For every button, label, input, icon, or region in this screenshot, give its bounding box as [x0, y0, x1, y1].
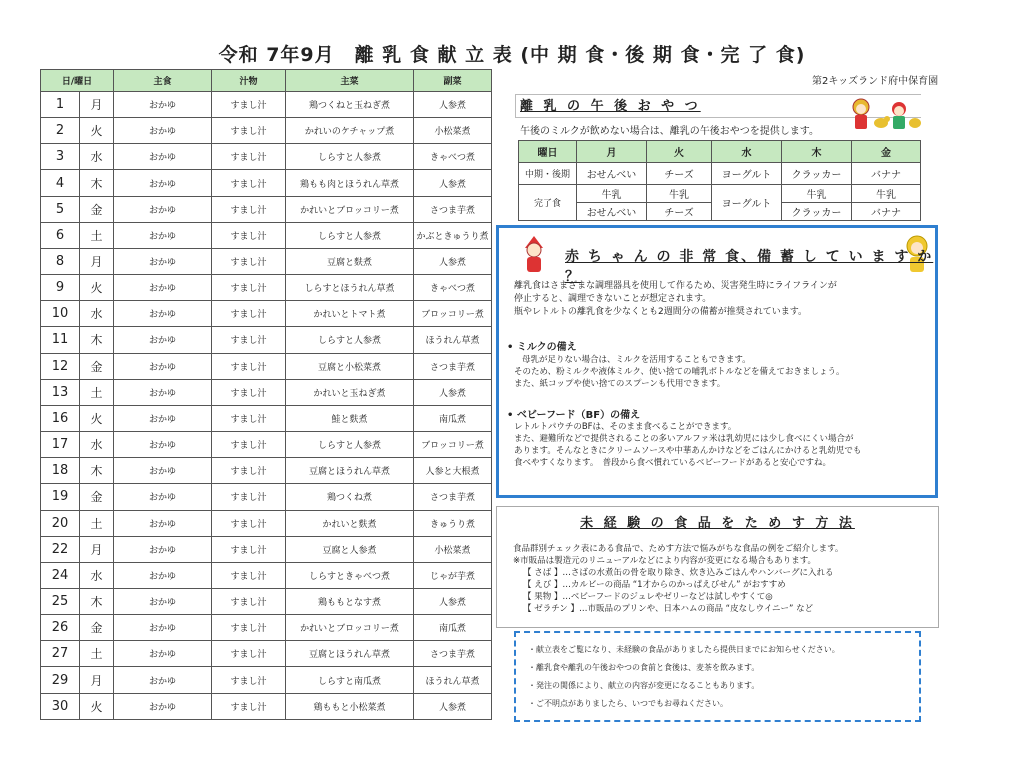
menu-table: [40, 69, 492, 720]
menu-cell-staple: おかゆ: [114, 275, 212, 301]
untried-item: 【 えび 】…カルビーの商品 “1才からのかっぱえびせん” がおすすめ: [523, 580, 786, 590]
menu-cell-soup: すまし汁: [212, 301, 286, 327]
menu-cell-side: かぶときゅうり煮: [414, 222, 492, 248]
menu-row: [41, 405, 492, 431]
menu-cell-main: 鶏もも肉とほうれん草煮: [286, 170, 414, 196]
menu-cell-dow: 土: [80, 379, 114, 405]
menu-cell-main: 鶏ももと小松菜煮: [286, 693, 414, 719]
snack-cell: おせんべい: [577, 203, 647, 221]
menu-cell-soup: すまし汁: [212, 588, 286, 614]
snack-cell: 牛乳: [647, 185, 712, 203]
menu-cell-dow: 土: [80, 641, 114, 667]
menu-cell-staple: おかゆ: [114, 92, 212, 118]
menu-cell-soup: すまし汁: [212, 144, 286, 170]
menu-row: [41, 118, 492, 144]
menu-cell-staple: おかゆ: [114, 405, 212, 431]
snack-cell: 牛乳: [852, 185, 921, 203]
untried-title: 未 経 験 の 食 品 を た め す 方 法: [580, 516, 855, 531]
menu-cell-day: 8: [41, 248, 80, 274]
menu-cell-side: ほうれん草煮: [414, 327, 492, 353]
bf-line: また、避難所などで提供されることの多いアルファ米は乳幼児には少し食べにくい場合が: [514, 434, 854, 444]
menu-cell-main: しらすとほうれん草煮: [286, 275, 414, 301]
menu-cell-main: しらすと人参煮: [286, 327, 414, 353]
menu-header-row: [41, 70, 492, 92]
menu-cell-soup: すまし汁: [212, 118, 286, 144]
menu-cell-staple: おかゆ: [114, 327, 212, 353]
milk-section-body: [514, 354, 844, 390]
emergency-intro: [514, 280, 837, 319]
snack-cell: ヨーグルト: [712, 163, 782, 185]
snack-cell: チーズ: [647, 163, 712, 185]
menu-cell-main: しらすと人参煮: [286, 222, 414, 248]
snack-cell: クラッカー: [782, 163, 852, 185]
snack-row-complete-top: [519, 185, 921, 203]
menu-cell-dow: 月: [80, 248, 114, 274]
snack-header-dow: 曜日: [519, 141, 577, 163]
menu-cell-side: きゃべつ煮: [414, 275, 492, 301]
menu-row: [41, 170, 492, 196]
snack-row-mid-late: [519, 163, 921, 185]
menu-cell-day: 18: [41, 458, 80, 484]
menu-cell-staple: おかゆ: [114, 248, 212, 274]
note-line: ・献立表をご覧になり、未経験の食品がありましたら提供日までにお知らせください。: [528, 645, 840, 654]
menu-cell-staple: おかゆ: [114, 562, 212, 588]
menu-cell-soup: すまし汁: [212, 641, 286, 667]
menu-cell-main: しらすと南瓜煮: [286, 667, 414, 693]
menu-cell-dow: 月: [80, 667, 114, 693]
untried-item: 【 さば 】…さばの水煮缶の骨を取り除き、炊き込みごはんやハンバーグに入れる: [523, 568, 834, 578]
header-staple: 主食: [114, 70, 212, 92]
menu-cell-dow: 土: [80, 510, 114, 536]
menu-cell-side: 小松菜煮: [414, 536, 492, 562]
menu-cell-day: 11: [41, 327, 80, 353]
menu-cell-day: 13: [41, 379, 80, 405]
menu-cell-soup: すまし汁: [212, 327, 286, 353]
menu-cell-soup: すまし汁: [212, 458, 286, 484]
menu-cell-soup: すまし汁: [212, 196, 286, 222]
bf-line: レトルトパウチのBFは、そのまま食べることができます。: [514, 422, 737, 432]
menu-cell-side: きゅうり煮: [414, 510, 492, 536]
menu-cell-day: 16: [41, 405, 80, 431]
menu-cell-day: 9: [41, 275, 80, 301]
menu-cell-dow: 木: [80, 458, 114, 484]
menu-cell-day: 5: [41, 196, 80, 222]
menu-cell-staple: おかゆ: [114, 222, 212, 248]
menu-cell-side: さつま芋煮: [414, 641, 492, 667]
menu-cell-side: 人参煮: [414, 92, 492, 118]
menu-cell-main: 鶏つくね煮: [286, 484, 414, 510]
snack-header-wed: 水: [712, 141, 782, 163]
header-soup: 汁物: [212, 70, 286, 92]
emergency-intro-line: 離乳食はさまざまな調理器具を使用して作るため、災害発生時にライフラインが: [514, 281, 837, 291]
menu-cell-side: 人参煮: [414, 379, 492, 405]
untried-food-box: [496, 506, 939, 628]
menu-cell-side: 人参煮: [414, 693, 492, 719]
menu-cell-staple: おかゆ: [114, 615, 212, 641]
snack-rowhead-mid-late: 中期・後期: [519, 163, 577, 185]
menu-cell-side: 南瓜煮: [414, 405, 492, 431]
menu-cell-side: ブロッコリー煮: [414, 301, 492, 327]
emergency-food-box: [496, 225, 938, 498]
menu-cell-side: 人参煮: [414, 170, 492, 196]
menu-cell-dow: 木: [80, 170, 114, 196]
menu-cell-side: さつま芋煮: [414, 353, 492, 379]
menu-cell-soup: すまし汁: [212, 170, 286, 196]
menu-cell-soup: すまし汁: [212, 667, 286, 693]
menu-row: [41, 562, 492, 588]
note-line: ・ご不明点がありましたら、いつでもお尋ねください。: [528, 699, 728, 708]
menu-cell-dow: 水: [80, 301, 114, 327]
menu-cell-dow: 月: [80, 92, 114, 118]
menu-row: [41, 222, 492, 248]
menu-cell-day: 29: [41, 667, 80, 693]
menu-cell-side: さつま芋煮: [414, 484, 492, 510]
menu-row: [41, 588, 492, 614]
menu-cell-day: 12: [41, 353, 80, 379]
menu-cell-dow: 金: [80, 196, 114, 222]
menu-cell-dow: 月: [80, 536, 114, 562]
snack-cell: 牛乳: [782, 185, 852, 203]
menu-row: [41, 693, 492, 719]
menu-cell-dow: 火: [80, 405, 114, 431]
menu-cell-side: 南瓜煮: [414, 615, 492, 641]
menu-cell-staple: おかゆ: [114, 458, 212, 484]
menu-cell-main: かれいとブロッコリー煮: [286, 615, 414, 641]
snack-header-row: [519, 141, 921, 163]
menu-cell-day: 26: [41, 615, 80, 641]
menu-row: [41, 92, 492, 118]
menu-cell-main: かれいと麩煮: [286, 510, 414, 536]
menu-row: [41, 379, 492, 405]
kids-illustration-icon: [847, 93, 922, 133]
menu-cell-day: 17: [41, 432, 80, 458]
menu-cell-staple: おかゆ: [114, 484, 212, 510]
snack-rowhead-complete: 完了食: [519, 185, 577, 221]
menu-cell-day: 3: [41, 144, 80, 170]
menu-cell-day: 25: [41, 588, 80, 614]
menu-cell-soup: すまし汁: [212, 536, 286, 562]
milk-section-title: • ミルクの備え: [507, 342, 577, 353]
menu-cell-day: 1: [41, 92, 80, 118]
menu-cell-dow: 木: [80, 327, 114, 353]
menu-cell-side: ほうれん草煮: [414, 667, 492, 693]
menu-cell-side: 人参と大根煮: [414, 458, 492, 484]
menu-row: [41, 275, 492, 301]
menu-cell-staple: おかゆ: [114, 170, 212, 196]
menu-cell-side: じゃが芋煮: [414, 562, 492, 588]
snack-header-fri: 金: [852, 141, 921, 163]
menu-cell-day: 30: [41, 693, 80, 719]
menu-cell-dow: 金: [80, 615, 114, 641]
menu-cell-staple: おかゆ: [114, 144, 212, 170]
menu-cell-dow: 土: [80, 222, 114, 248]
menu-cell-staple: おかゆ: [114, 301, 212, 327]
menu-row: [41, 510, 492, 536]
milk-line: そのため、粉ミルクや液体ミルク、使い捨ての哺乳ボトルなどを備えておきましょう。: [514, 367, 845, 377]
untried-item: 【 果物 】…ベビーフードのジュレやゼリーなどは試しやすくて◎: [523, 592, 773, 602]
menu-cell-soup: すまし汁: [212, 379, 286, 405]
menu-cell-staple: おかゆ: [114, 379, 212, 405]
menu-row: [41, 667, 492, 693]
milk-line: 母乳が足りない場合は、ミルクを活用することもできます。: [522, 355, 751, 365]
menu-cell-staple: おかゆ: [114, 510, 212, 536]
menu-cell-dow: 火: [80, 118, 114, 144]
note-line: ・発注の関係により、献立の内容が変更になることもあります。: [528, 681, 760, 690]
menu-cell-main: しらすと人参煮: [286, 144, 414, 170]
menu-cell-main: かれいのケチャップ煮: [286, 118, 414, 144]
menu-cell-dow: 火: [80, 693, 114, 719]
snack-cell: バナナ: [852, 203, 921, 221]
bf-line: 食べやすくなります。 普段から食べ慣れているベビーフードがあると安心ですね。: [514, 458, 832, 468]
menu-row: [41, 484, 492, 510]
menu-cell-main: 豆腐と人参煮: [286, 536, 414, 562]
menu-cell-soup: すまし汁: [212, 92, 286, 118]
note-line: ・離乳食や離乳の午後おやつの食前と食後は、麦茶を飲みます。: [528, 663, 760, 672]
menu-row: [41, 536, 492, 562]
bf-section-title: • ベビーフード（BF）の備え: [507, 410, 641, 421]
page-title: 令和 7年9月 離 乳 食 献 立 表 (中 期 食・後 期 食・完 了 食): [218, 44, 806, 66]
menu-cell-dow: 木: [80, 588, 114, 614]
header-main: 主菜: [286, 70, 414, 92]
menu-row: [41, 353, 492, 379]
menu-cell-main: 鶏つくねと玉ねぎ煮: [286, 92, 414, 118]
menu-cell-staple: おかゆ: [114, 693, 212, 719]
menu-cell-day: 2: [41, 118, 80, 144]
snack-header-tue: 火: [647, 141, 712, 163]
menu-row: [41, 196, 492, 222]
menu-row: [41, 432, 492, 458]
header-day: 日/曜日: [41, 70, 114, 92]
menu-cell-soup: すまし汁: [212, 405, 286, 431]
untried-item: 【 ゼラチン 】…市販品のプリンや、日本ハムの商品 “皮なしウイニー” など: [523, 604, 814, 614]
menu-cell-side: さつま芋煮: [414, 196, 492, 222]
menu-cell-main: しらすときゃべつ煮: [286, 562, 414, 588]
menu-cell-dow: 水: [80, 144, 114, 170]
menu-cell-soup: すまし汁: [212, 562, 286, 588]
menu-cell-day: 27: [41, 641, 80, 667]
snack-cell: 牛乳: [577, 185, 647, 203]
menu-cell-dow: 火: [80, 275, 114, 301]
menu-cell-staple: おかゆ: [114, 536, 212, 562]
menu-cell-main: しらすと人参煮: [286, 432, 414, 458]
menu-cell-staple: おかゆ: [114, 667, 212, 693]
emergency-intro-line: 瓶やレトルトの離乳食を少なくとも2週間分の備蓄が推奨されています。: [514, 307, 808, 317]
menu-cell-dow: 金: [80, 484, 114, 510]
menu-cell-main: かれいとトマト煮: [286, 301, 414, 327]
child-with-hood-icon: [521, 234, 547, 274]
menu-cell-day: 10: [41, 301, 80, 327]
menu-row: [41, 301, 492, 327]
menu-cell-side: きゃべつ煮: [414, 144, 492, 170]
untried-body: [513, 543, 843, 615]
menu-cell-main: 豆腐と麩煮: [286, 248, 414, 274]
menu-cell-side: 人参煮: [414, 248, 492, 274]
menu-cell-day: 22: [41, 536, 80, 562]
menu-cell-day: 6: [41, 222, 80, 248]
menu-cell-side: 小松菜煮: [414, 118, 492, 144]
menu-cell-main: 鮭と麩煮: [286, 405, 414, 431]
emergency-intro-line: 停止すると、調理できないことが想定されます。: [514, 294, 712, 304]
menu-cell-soup: すまし汁: [212, 353, 286, 379]
snack-cell: おせんべい: [577, 163, 647, 185]
untried-intro-line: ※市販品は製造元のリニューアルなどにより内容が変更になる場合もあります。: [513, 556, 817, 566]
snack-header-mon: 月: [577, 141, 647, 163]
snack-table: [518, 140, 921, 221]
menu-cell-main: かれいとブロッコリー煮: [286, 196, 414, 222]
header-side: 副菜: [414, 70, 492, 92]
menu-cell-staple: おかゆ: [114, 196, 212, 222]
milk-line: また、紙コップや使い捨てのスプーンも代用できます。: [514, 379, 726, 389]
menu-cell-dow: 水: [80, 432, 114, 458]
menu-cell-soup: すまし汁: [212, 222, 286, 248]
menu-cell-day: 20: [41, 510, 80, 536]
snack-cell: バナナ: [852, 163, 921, 185]
menu-cell-staple: おかゆ: [114, 432, 212, 458]
menu-row: [41, 248, 492, 274]
snack-cell: チーズ: [647, 203, 712, 221]
menu-cell-day: 4: [41, 170, 80, 196]
menu-cell-soup: すまし汁: [212, 248, 286, 274]
menu-cell-soup: すまし汁: [212, 275, 286, 301]
menu-cell-soup: すまし汁: [212, 615, 286, 641]
menu-cell-soup: すまし汁: [212, 510, 286, 536]
menu-cell-staple: おかゆ: [114, 588, 212, 614]
bf-line: あります。そんなときにクリームソースや中華あんかけなどをごはんにかけると乳幼児でも: [514, 446, 862, 456]
menu-row: [41, 615, 492, 641]
snack-cell: クラッカー: [782, 203, 852, 221]
menu-cell-soup: すまし汁: [212, 693, 286, 719]
menu-cell-staple: おかゆ: [114, 641, 212, 667]
menu-cell-day: 19: [41, 484, 80, 510]
menu-row: [41, 641, 492, 667]
notes-body: [528, 641, 840, 713]
snack-title: 離 乳 の 午 後 お や つ: [520, 99, 701, 114]
menu-cell-main: 豆腐とほうれん草煮: [286, 458, 414, 484]
menu-cell-soup: すまし汁: [212, 484, 286, 510]
menu-cell-soup: すまし汁: [212, 432, 286, 458]
menu-cell-main: かれいと玉ねぎ煮: [286, 379, 414, 405]
menu-row: [41, 327, 492, 353]
menu-cell-dow: 金: [80, 353, 114, 379]
menu-cell-day: 24: [41, 562, 80, 588]
untried-intro-line: 食品群別チェック表にある食品で、ためす方法で悩みがちな食品の例をご紹介します。: [513, 544, 844, 554]
menu-row: [41, 458, 492, 484]
snack-cell: ヨーグルト: [712, 185, 782, 221]
menu-cell-main: 鶏ももとなす煮: [286, 588, 414, 614]
organization-name: 第2キッズランド府中保育園: [812, 76, 939, 87]
snack-note: 午後のミルクが飲めない場合は、離乳の午後おやつを提供します。: [520, 126, 819, 137]
emergency-title: 赤 ち ゃ ん の 非 常 食、備 蓄 し て い ま す か ？: [565, 249, 934, 285]
menu-cell-side: 人参煮: [414, 588, 492, 614]
menu-cell-dow: 水: [80, 562, 114, 588]
menu-cell-main: 豆腐と小松菜煮: [286, 353, 414, 379]
snack-header-thu: 木: [782, 141, 852, 163]
notes-box: [514, 631, 921, 722]
menu-cell-main: 豆腐とほうれん草煮: [286, 641, 414, 667]
menu-cell-staple: おかゆ: [114, 118, 212, 144]
menu-cell-side: ブロッコリー煮: [414, 432, 492, 458]
bf-section-body: [514, 421, 861, 469]
menu-row: [41, 144, 492, 170]
menu-cell-staple: おかゆ: [114, 353, 212, 379]
